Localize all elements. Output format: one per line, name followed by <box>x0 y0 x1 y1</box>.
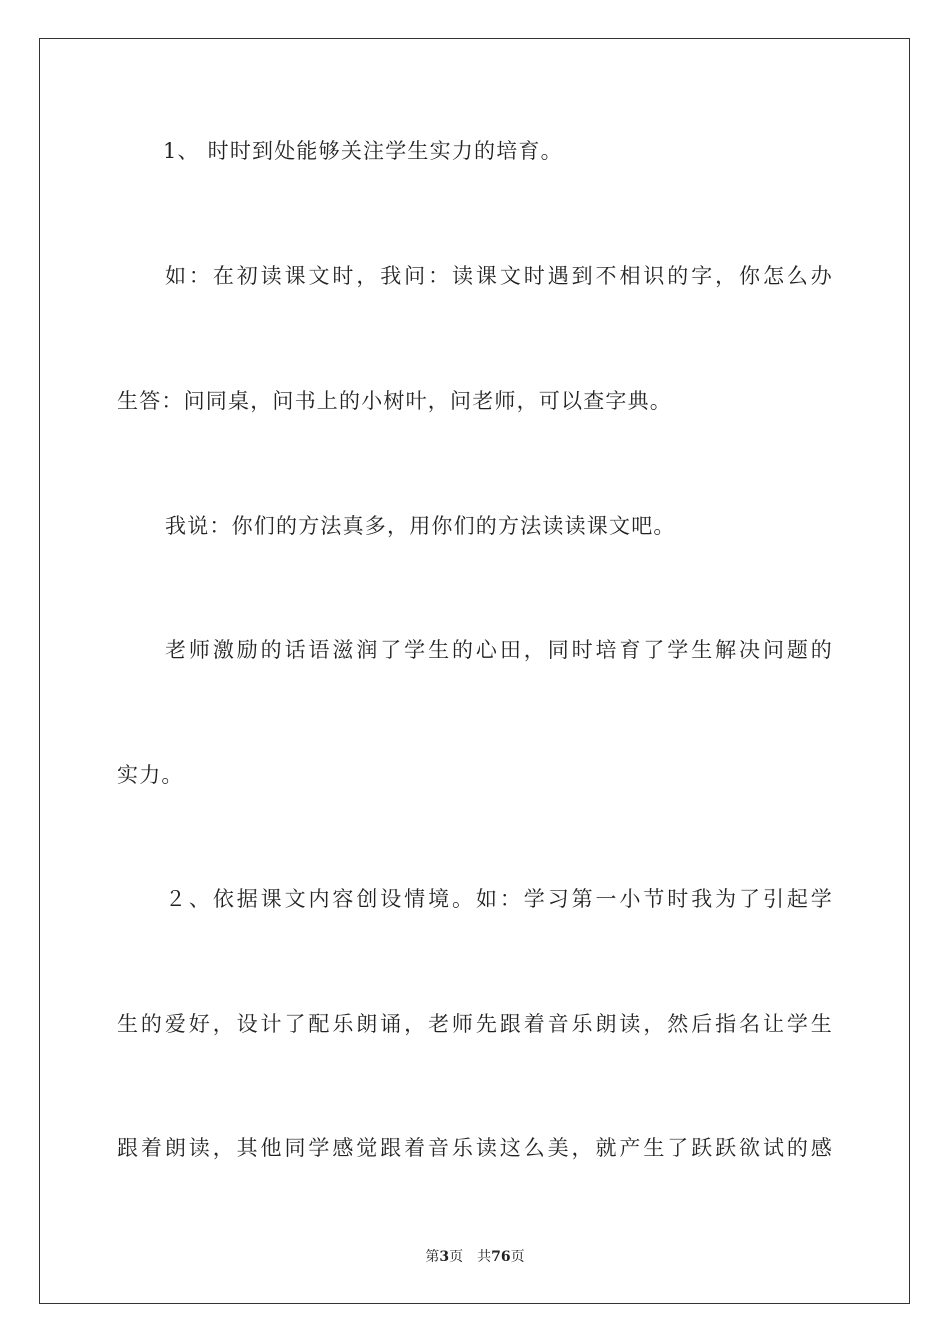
paragraph-line-9: 跟着朗读，其他同学感觉跟着音乐读这么美，就产生了跃跃欲试的感 <box>117 1136 833 1160</box>
paragraph-line-3: 生答：问同桌，问书上的小树叶，问老师，可以查字典。 <box>117 389 672 413</box>
footer-page-number: 3 <box>439 1249 450 1265</box>
paragraph-line-1: 1、 时时到处能够关注学生实力的培育。 <box>163 139 563 163</box>
footer-total-suffix: 页 <box>510 1249 525 1265</box>
paragraph-line-7: ２、依据课文内容创设情境。如：学习第一小节时我为了引起学 <box>165 887 833 911</box>
footer-total-pages: 76 <box>491 1249 511 1265</box>
paragraph-line-4: 我说：你们的方法真多，用你们的方法读读课文吧。 <box>165 514 676 538</box>
paragraph-line-5: 老师激励的话语滋润了学生的心田，同时培育了学生解决问题的 <box>165 638 833 662</box>
paragraph-line-8: 生的爱好，设计了配乐朗诵，老师先跟着音乐朗读，然后指名让学生 <box>117 1012 833 1036</box>
page-footer <box>0 1248 950 1266</box>
page-frame <box>39 38 910 1304</box>
paragraph-line-2: 如：在初读课文时，我问：读课文时遇到不相识的字，你怎么办 <box>165 264 833 288</box>
footer-page-suffix: 页 <box>449 1249 464 1265</box>
paragraph-line-6: 实力。 <box>117 763 184 787</box>
footer-total-prefix: 共 <box>477 1249 492 1265</box>
footer-page-prefix: 第 <box>425 1249 440 1265</box>
